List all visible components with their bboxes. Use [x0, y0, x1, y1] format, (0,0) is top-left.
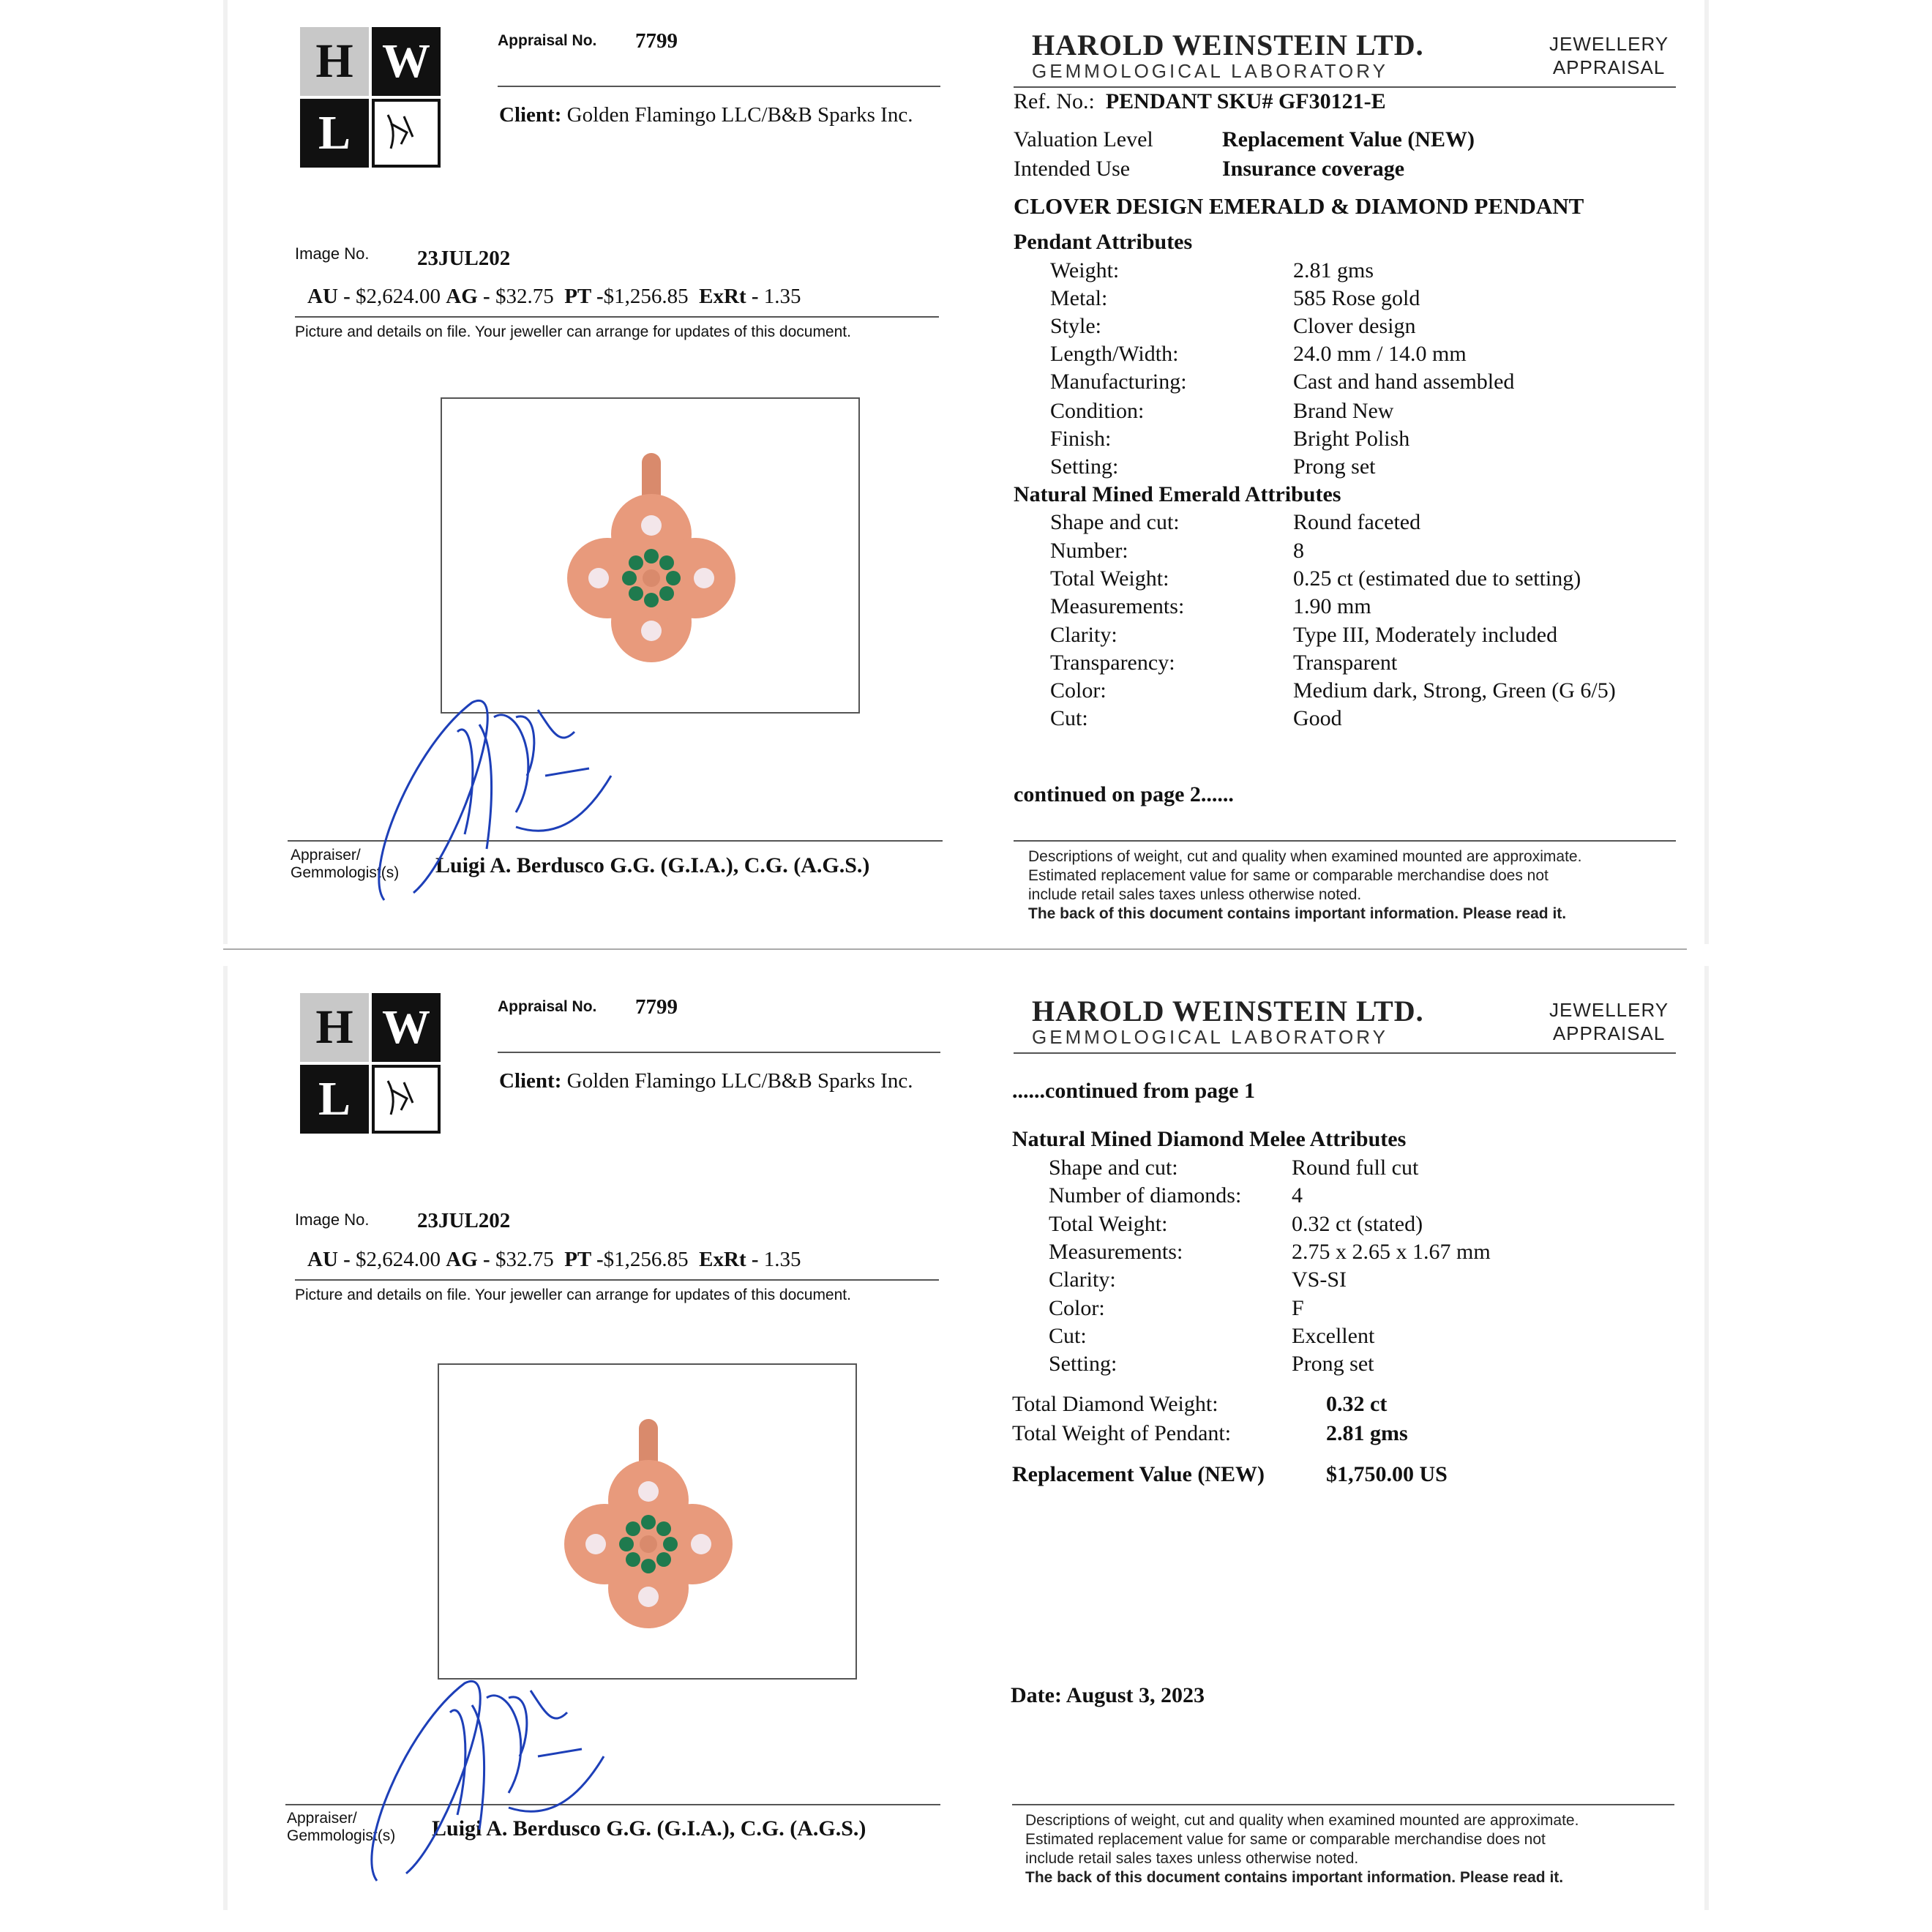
page-edge-left — [223, 966, 228, 1910]
client-name: Golden Flamingo LLC/B&B Sparks Inc. — [566, 1069, 913, 1093]
appraiser-label-line2: Gemmologist(s) — [287, 1827, 396, 1844]
appraisal-date: Date: August 3, 2023 — [1011, 1683, 1205, 1707]
file-note: Picture and details on file. Your jeweller can arrange for updates of this document. — [295, 1287, 851, 1303]
attr-label: Clarity: — [1049, 1268, 1116, 1292]
client-name: Golden Flamingo LLC/B&B Sparks Inc. — [566, 103, 913, 127]
pt-price: $1,256.85 — [603, 285, 689, 308]
attr-label: Length/Width: — [1050, 342, 1179, 366]
total-pendant-label: Total Weight of Pendant: — [1012, 1421, 1232, 1445]
attr-value: Prong set — [1292, 1352, 1374, 1376]
image-number: 23JUL202 — [417, 1209, 511, 1232]
attr-value: Medium dark, Strong, Green (G 6/5) — [1293, 678, 1616, 703]
disclaimer-line: The back of this document contains important information. Please read it. — [1025, 1869, 1564, 1886]
exchange-rate: 1.35 — [763, 1248, 801, 1271]
attr-value: Good — [1293, 706, 1342, 730]
attr-value: Transparent — [1293, 651, 1398, 675]
doc-type-line1: JEWELLERY — [1549, 33, 1669, 55]
page-edge-left — [223, 0, 228, 944]
valuation-value: Replacement Value (NEW) — [1222, 127, 1475, 151]
logo-letter-h: H — [300, 27, 369, 96]
au-label: AU - — [307, 285, 356, 308]
ref-label: Ref. No.: — [1014, 89, 1095, 113]
appraisal-page-2 — [223, 966, 1709, 1910]
attr-label: Style: — [1050, 314, 1102, 338]
use-label: Intended Use — [1014, 157, 1131, 181]
client-line — [499, 103, 913, 127]
logo-letter-l: L — [300, 1065, 369, 1134]
logo-letter-l: L — [300, 99, 369, 168]
appraiser-name: Luigi A. Berdusco G.G. (G.I.A.), C.G. (A.G.S.) — [435, 853, 870, 877]
pt-label: PT - — [564, 285, 604, 308]
attr-value: Brand New — [1293, 399, 1394, 423]
lab-name: GEMMOLOGICAL LABORATORY — [1032, 1026, 1388, 1048]
attr-label: Cut: — [1049, 1324, 1087, 1348]
attr-value: 2.81 gms — [1293, 258, 1374, 282]
attr-value: F — [1292, 1296, 1304, 1320]
pt-price: $1,256.85 — [603, 1248, 689, 1271]
hwl-logo — [300, 993, 441, 1134]
attr-value: 4 — [1292, 1183, 1303, 1208]
page-edge-right — [1704, 0, 1709, 944]
total-diamond-label: Total Diamond Weight: — [1012, 1392, 1218, 1416]
au-label: AU - — [307, 1248, 356, 1271]
image-label: Image No. — [295, 1210, 370, 1229]
attr-value: 0.32 ct (stated) — [1292, 1212, 1423, 1236]
total-pendant-value: 2.81 gms — [1326, 1421, 1408, 1445]
doc-type-line1: JEWELLERY — [1549, 999, 1669, 1021]
attr-label: Color: — [1049, 1296, 1105, 1320]
attr-label: Shape and cut: — [1049, 1156, 1178, 1180]
appraiser-label-line1: Appraiser/ — [291, 847, 361, 864]
au-price: $2,624.00 — [356, 1248, 441, 1271]
attr-value: 585 Rose gold — [1293, 286, 1420, 310]
disclaimer-line: The back of this document contains important information. Please read it. — [1028, 905, 1567, 922]
ref-line — [1014, 89, 1386, 114]
attr-label: Metal: — [1050, 286, 1108, 310]
divider — [1014, 1052, 1676, 1054]
appraisal-number: 7799 — [635, 995, 678, 1019]
attr-label: Measurements: — [1049, 1240, 1183, 1264]
lab-name: GEMMOLOGICAL LABORATORY — [1032, 60, 1388, 82]
logo-letter-h: H — [300, 993, 369, 1062]
company-name: HAROLD WEINSTEIN LTD. — [1032, 29, 1424, 61]
page-separator — [223, 948, 1687, 950]
attr-value: Clover design — [1293, 314, 1416, 338]
use-value: Insurance coverage — [1222, 157, 1405, 181]
file-note: Picture and details on file. Your jeweller can arrange for updates of this document. — [295, 323, 851, 340]
attr-value: Round faceted — [1293, 510, 1421, 534]
attr-value: Prong set — [1293, 454, 1376, 479]
divider — [295, 1279, 939, 1281]
attr-value: Round full cut — [1292, 1156, 1419, 1180]
appraiser-label-line2: Gemmologist(s) — [291, 864, 400, 881]
attr-label: Transparency: — [1050, 651, 1175, 675]
disclaimer-line: include retail sales taxes unless otherwise noted. — [1028, 886, 1362, 903]
attr-label: Shape and cut: — [1050, 510, 1180, 534]
attr-value: 1.90 mm — [1293, 594, 1371, 618]
continued-note: continued on page 2...... — [1014, 782, 1234, 806]
item-title: CLOVER DESIGN EMERALD & DIAMOND PENDANT — [1014, 193, 1584, 219]
company-name: HAROLD WEINSTEIN LTD. — [1032, 995, 1424, 1027]
attr-value: Cast and hand assembled — [1293, 370, 1515, 394]
doc-type-line2: APPRAISAL — [1552, 56, 1666, 78]
logo-letter-w: W — [372, 993, 441, 1062]
emerald-heading: Natural Mined Emerald Attributes — [1014, 482, 1341, 506]
attr-label: Finish: — [1050, 427, 1112, 451]
disclaimer-line: Descriptions of weight, cut and quality when examined mounted are approximate. — [1025, 1812, 1579, 1829]
divider — [1014, 840, 1676, 842]
disclaimer-line: Estimated replacement value for same or comparable merchandise does not — [1025, 1831, 1546, 1848]
disclaimer-line: Estimated replacement value for same or comparable merchandise does not — [1028, 867, 1549, 884]
valuation-label: Valuation Level — [1014, 127, 1153, 151]
attr-value: VS-SI — [1292, 1268, 1347, 1292]
client-label: Client: — [499, 103, 562, 127]
document-type — [1549, 32, 1669, 79]
logo-sketch-icon — [372, 1065, 441, 1134]
appraiser-name: Luigi A. Berdusco G.G. (G.I.A.), C.G. (A.G.S.) — [432, 1816, 866, 1841]
appraiser-label-line1: Appraiser/ — [287, 1810, 357, 1827]
appraisal-label: Appraisal No. — [498, 32, 597, 49]
diamond-heading: Natural Mined Diamond Melee Attributes — [1012, 1127, 1407, 1151]
continued-note: ......continued from page 1 — [1012, 1079, 1255, 1103]
appraisal-number: 7799 — [635, 29, 678, 53]
divider — [1014, 86, 1676, 88]
logo-sketch-icon — [372, 99, 441, 168]
pendant-photo — [438, 1363, 857, 1680]
attr-value: 2.75 x 2.65 x 1.67 mm — [1292, 1240, 1491, 1264]
logo-letter-w: W — [372, 27, 441, 96]
attr-label: Color: — [1050, 678, 1107, 703]
client-label: Client: — [499, 1069, 562, 1093]
attr-label: Setting: — [1050, 454, 1119, 479]
ag-price: $32.75 — [495, 285, 554, 308]
ag-label: AG - — [446, 1248, 495, 1271]
attr-value: 24.0 mm / 14.0 mm — [1293, 342, 1467, 366]
disclaimer-line: include retail sales taxes unless otherwise noted. — [1025, 1850, 1359, 1867]
exchange-rate: 1.35 — [763, 285, 801, 308]
divider — [498, 1052, 940, 1053]
attr-value: Excellent — [1292, 1324, 1375, 1348]
document-type — [1549, 998, 1669, 1045]
ag-label: AG - — [446, 285, 495, 308]
disclaimer — [1028, 847, 1658, 924]
attr-label: Manufacturing: — [1050, 370, 1187, 394]
image-number: 23JUL202 — [417, 247, 511, 270]
divider — [295, 316, 939, 318]
attr-label: Total Weight: — [1049, 1212, 1168, 1236]
attr-label: Setting: — [1049, 1352, 1117, 1376]
attr-value: 0.25 ct (estimated due to setting) — [1293, 566, 1581, 591]
appraiser-signature — [362, 1669, 640, 1888]
image-label: Image No. — [295, 244, 370, 263]
appraiser-signature — [370, 688, 648, 907]
divider — [1012, 1804, 1674, 1805]
page-edge-right — [1704, 966, 1709, 1910]
metal-prices — [307, 285, 801, 309]
divider — [498, 86, 940, 87]
pendant-photo — [441, 397, 860, 714]
attr-value: Bright Polish — [1293, 427, 1410, 451]
client-line — [499, 1069, 913, 1093]
total-diamond-value: 0.32 ct — [1326, 1392, 1388, 1416]
attr-label: Number: — [1050, 539, 1128, 563]
attr-label: Clarity: — [1050, 623, 1117, 647]
attr-value: Type III, Moderately included — [1293, 623, 1558, 647]
disclaimer — [1025, 1811, 1655, 1887]
replacement-value: $1,750.00 US — [1326, 1462, 1448, 1486]
disclaimer-line: Descriptions of weight, cut and quality when examined mounted are approximate. — [1028, 848, 1582, 865]
pt-label: PT - — [564, 1248, 604, 1271]
attr-label: Condition: — [1050, 399, 1145, 423]
attr-value: 8 — [1293, 539, 1304, 563]
appraisal-page-1 — [223, 0, 1709, 944]
replacement-label: Replacement Value (NEW) — [1012, 1462, 1265, 1486]
metal-prices — [307, 1248, 801, 1272]
pendant-heading: Pendant Attributes — [1014, 230, 1193, 254]
appraisal-label: Appraisal No. — [498, 998, 597, 1015]
hwl-logo — [300, 27, 441, 168]
ref-value: PENDANT SKU# GF30121-E — [1105, 89, 1386, 113]
attr-label: Total Weight: — [1050, 566, 1169, 591]
doc-type-line2: APPRAISAL — [1552, 1022, 1666, 1044]
attr-label: Measurements: — [1050, 594, 1185, 618]
attr-label: Number of diamonds: — [1049, 1183, 1242, 1208]
exrt-label: ExRt - — [699, 285, 764, 308]
au-price: $2,624.00 — [356, 285, 441, 308]
attr-label: Weight: — [1050, 258, 1120, 282]
attr-label: Cut: — [1050, 706, 1088, 730]
exrt-label: ExRt - — [699, 1248, 764, 1271]
ag-price: $32.75 — [495, 1248, 554, 1271]
